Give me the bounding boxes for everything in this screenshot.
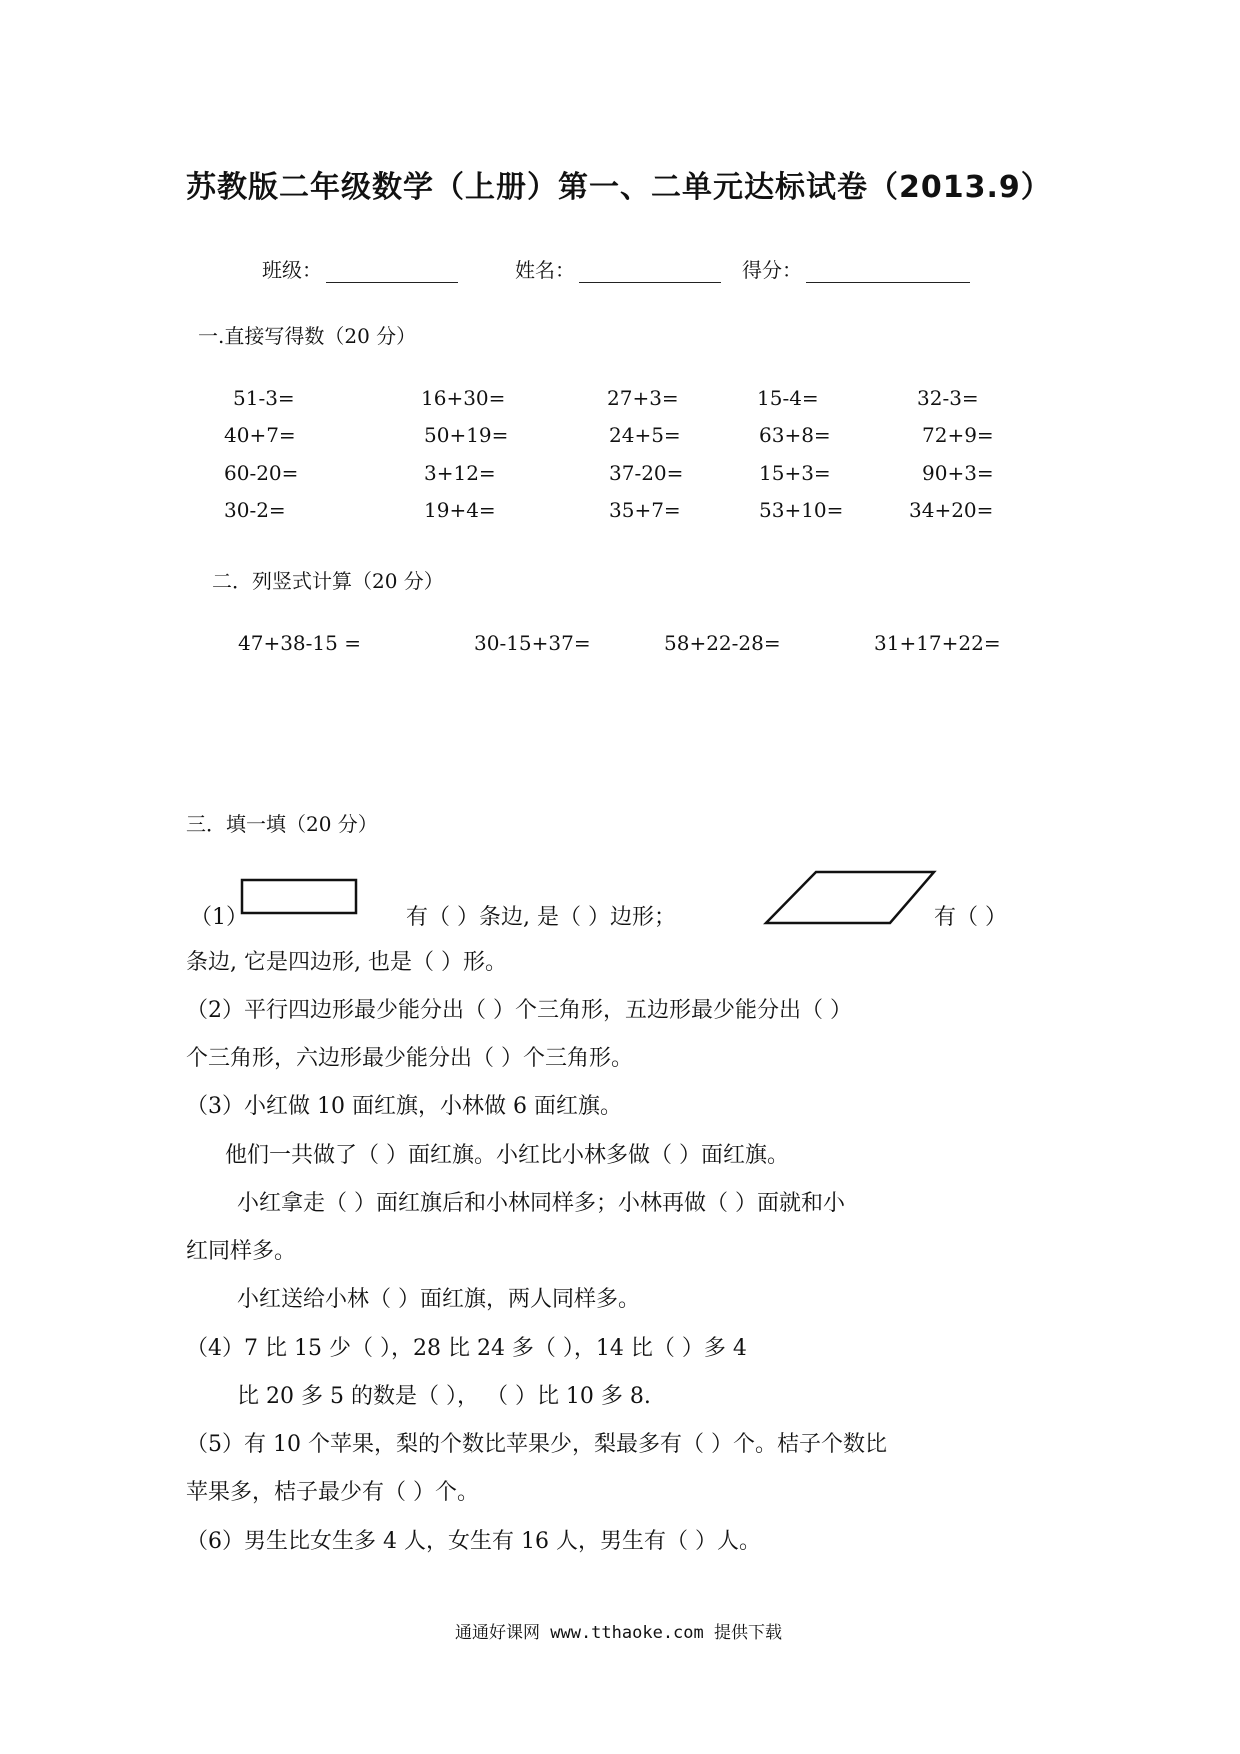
vertical-calc-3: 58+22-28= <box>664 631 781 655</box>
q5-line1: （5）有 10 个苹果，梨的个数比苹果少，梨最多有（ ）个。桔子个数比 <box>186 1432 887 1457</box>
page-title: 苏教版二年级数学（上册）第一、二单元达标试卷（2013.9） <box>186 170 1052 205</box>
q1-parallelogram-text: 有（ ） <box>934 905 1007 930</box>
calc-r3c5: 90+3= <box>922 461 994 485</box>
q4-line2: 比 20 多 5 的数是（ ）， （ ）比 10 多 8. <box>237 1384 651 1409</box>
rectangle-shape <box>242 880 356 913</box>
footer-credit: 通通好课网 www.tthaoke.com 提供下载 <box>455 1623 782 1643</box>
score-label: 得分： <box>742 258 802 282</box>
calc-r3c3: 37-20= <box>609 461 684 485</box>
vertical-calc-4: 31+17+22= <box>874 631 1001 655</box>
score-field <box>742 254 970 283</box>
calc-r4c5: 34+20= <box>909 498 994 522</box>
q1-number: （1） <box>190 905 248 930</box>
q3-line2: 他们一共做了（ ）面红旗。小红比小林多做（ ）面红旗。 <box>225 1143 789 1168</box>
calc-r1c3: 27+3= <box>607 386 679 410</box>
calc-r2c4: 63+8= <box>759 423 831 447</box>
q6-line1: （6）男生比女生多 4 人，女生有 16 人，男生有（ ）人。 <box>186 1529 761 1554</box>
calc-r3c2: 3+12= <box>424 461 496 485</box>
section2-heading: 二．列竖式计算（20 分） <box>212 569 444 593</box>
q3-line1: （3）小红做 10 面红旗，小林做 6 面红旗。 <box>186 1094 622 1119</box>
section1-heading: 一.直接写得数（20 分） <box>198 324 417 348</box>
parallelogram-figure <box>758 868 938 928</box>
calc-r4c2: 19+4= <box>424 498 496 522</box>
q3-line5: 小红送给小林（ ）面红旗，两人同样多。 <box>237 1287 640 1312</box>
calc-r2c3: 24+5= <box>609 423 681 447</box>
name-label: 姓名： <box>515 258 575 282</box>
q1-rect-text: 有（ ）条边, 是（ ）边形； <box>406 905 676 930</box>
rectangle-figure <box>240 878 360 918</box>
name-blank[interactable] <box>579 260 721 283</box>
calc-r4c4: 53+10= <box>759 498 844 522</box>
score-blank[interactable] <box>806 260 970 283</box>
vertical-calc-2: 30-15+37= <box>474 631 591 655</box>
q2-line2: 个三角形，六边形最少能分出（ ）个三角形。 <box>186 1046 633 1071</box>
calc-r4c3: 35+7= <box>609 498 681 522</box>
calc-r3c1: 60-20= <box>224 461 299 485</box>
calc-r3c4: 15+3= <box>759 461 831 485</box>
calc-r1c1: 51-3= <box>233 386 295 410</box>
calc-r1c2: 16+30= <box>421 386 506 410</box>
class-label: 班级： <box>262 258 322 282</box>
q2-line1: （2）平行四边形最少能分出（ ）个三角形，五边形最少能分出（ ） <box>186 998 852 1023</box>
q3-line4: 红同样多。 <box>186 1239 297 1264</box>
calc-r1c4: 15-4= <box>757 386 819 410</box>
calc-r2c1: 40+7= <box>224 423 296 447</box>
calc-r2c5: 72+9= <box>922 423 994 447</box>
q5-line2: 苹果多，桔子最少有（ ）个。 <box>186 1480 479 1505</box>
calc-r2c2: 50+19= <box>424 423 509 447</box>
section3-heading: 三．填一填（20 分） <box>186 812 378 836</box>
q3-line3: 小红拿走（ ）面红旗后和小林同样多；小林再做（ ）面就和小 <box>237 1191 845 1216</box>
class-blank[interactable] <box>326 260 458 283</box>
q4-line1: （4）7 比 15 少（ ），28 比 24 多（ ），14 比（ ）多 4 <box>186 1336 747 1361</box>
calc-r4c1: 30-2= <box>224 498 286 522</box>
parallelogram-shape <box>766 872 934 923</box>
class-field <box>262 254 458 283</box>
name-field <box>515 254 721 283</box>
q1-line2: 条边, 它是四边形, 也是（ ）形。 <box>186 950 507 975</box>
vertical-calc-1: 47+38-15 = <box>238 631 361 655</box>
calc-r1c5: 32-3= <box>917 386 979 410</box>
